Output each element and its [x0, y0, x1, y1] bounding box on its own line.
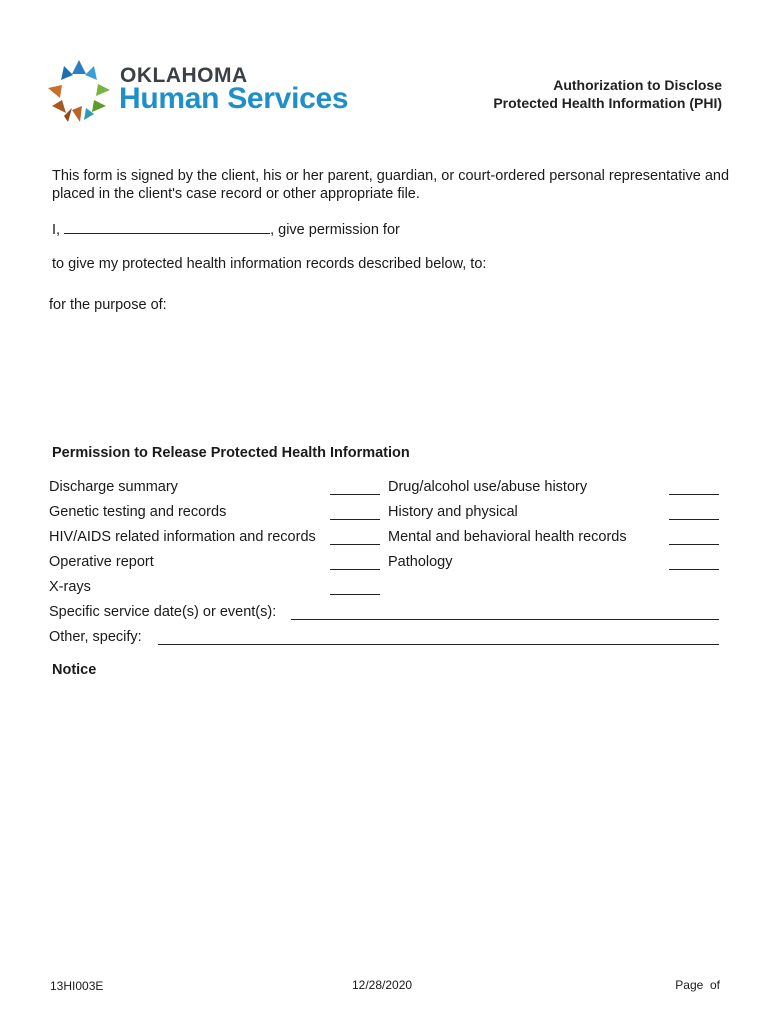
logo-text-oklahoma: OKLAHOMA [120, 64, 248, 87]
notice-heading: Notice [52, 662, 97, 678]
purpose-line: for the purpose of: [49, 297, 167, 313]
item-discharge-summary: Discharge summary [49, 479, 178, 495]
item-mental-behavioral: Mental and behavioral health records [388, 529, 627, 545]
form-title-line2: Protected Health Information (PHI) [493, 95, 722, 111]
item-hiv-aids: HIV/AIDS related information and records [49, 529, 316, 545]
form-title-line1: Authorization to Disclose [553, 77, 722, 93]
item-history-physical: History and physical [388, 504, 518, 520]
star-emblem-icon [46, 58, 112, 124]
item-drug-alcohol: Drug/alcohol use/abuse history [388, 479, 588, 495]
operative-report-field[interactable] [330, 568, 380, 570]
records-line: to give my protected health information records described below, to: [52, 256, 487, 272]
permission-suffix: , give permission for [270, 222, 400, 238]
specific-service-field[interactable] [291, 618, 719, 620]
item-pathology: Pathology [388, 554, 453, 570]
client-name-field[interactable] [64, 222, 270, 234]
drug-alcohol-field[interactable] [669, 493, 719, 495]
permission-prefix: I, [52, 222, 61, 238]
discharge-summary-field[interactable] [330, 493, 380, 495]
item-x-rays: X-rays [49, 579, 91, 595]
form-code: 13HI003E [50, 979, 104, 993]
history-physical-field[interactable] [669, 518, 719, 520]
permission-line [52, 222, 400, 238]
release-section-heading: Permission to Release Protected Health Information [52, 445, 410, 461]
other-specify-field[interactable] [158, 643, 719, 645]
item-operative-report: Operative report [49, 554, 154, 570]
hiv-aids-field[interactable] [330, 543, 380, 545]
logo-text-human-services: Human Services [119, 82, 349, 115]
other-specify-label: Other, specify: [49, 629, 142, 645]
specific-service-label: Specific service date(s) or event(s): [49, 604, 277, 620]
intro-paragraph: This form is signed by the client, his or her parent, guardian, or court-ordered personal representative and placed in the client's case record or other appropriate file. [52, 168, 730, 202]
page-number: Page of [675, 978, 720, 992]
x-rays-field[interactable] [330, 593, 380, 595]
mental-behavioral-field[interactable] [669, 543, 719, 545]
form-date: 12/28/2020 [352, 978, 413, 992]
pathology-field[interactable] [669, 568, 719, 570]
item-genetic-testing: Genetic testing and records [49, 504, 227, 520]
genetic-testing-field[interactable] [330, 518, 380, 520]
